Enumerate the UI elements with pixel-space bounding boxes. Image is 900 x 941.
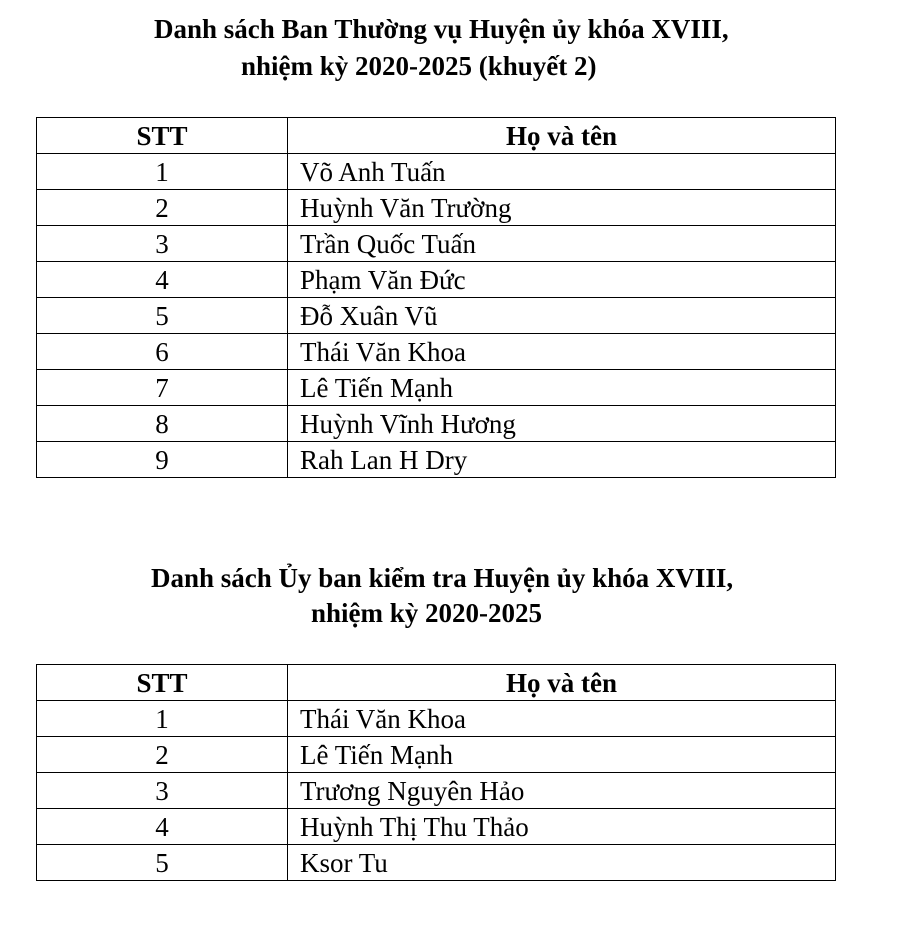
table-row <box>37 334 836 370</box>
table-row <box>37 262 836 298</box>
row-number: 5 <box>37 298 288 334</box>
column-header-name: Họ và tên <box>288 118 836 154</box>
row-number: 4 <box>37 262 288 298</box>
member-name: Trương Nguyên Hảo <box>288 773 836 809</box>
table-row <box>37 773 836 809</box>
row-number: 2 <box>37 737 288 773</box>
table-row <box>37 406 836 442</box>
table-row <box>37 154 836 190</box>
member-name: Lê Tiến Mạnh <box>288 737 836 773</box>
standing-committee-table <box>36 117 836 478</box>
row-number: 8 <box>37 406 288 442</box>
row-number: 9 <box>37 442 288 478</box>
table-row <box>37 190 836 226</box>
member-name: Lê Tiến Mạnh <box>288 370 836 406</box>
row-number: 1 <box>37 154 288 190</box>
section1-title-line2: nhiệm kỳ 2020-2025 (khuyết 2) <box>241 51 597 81</box>
row-number: 7 <box>37 370 288 406</box>
column-header-stt: STT <box>37 118 288 154</box>
table-row <box>37 701 836 737</box>
table-row <box>37 370 836 406</box>
table-row <box>37 442 836 478</box>
row-number: 6 <box>37 334 288 370</box>
table-row <box>37 298 836 334</box>
member-name: Thái Văn Khoa <box>288 701 836 737</box>
member-name: Thái Văn Khoa <box>288 334 836 370</box>
table-row <box>37 737 836 773</box>
member-name: Huỳnh Vĩnh Hương <box>288 406 836 442</box>
table-row <box>37 845 836 881</box>
column-header-name: Họ và tên <box>288 665 836 701</box>
table-header-row <box>37 665 836 701</box>
inspection-committee-table <box>36 664 836 881</box>
member-name: Phạm Văn Đức <box>288 262 836 298</box>
section2-title-line2: nhiệm kỳ 2020-2025 <box>311 598 543 628</box>
row-number: 2 <box>37 190 288 226</box>
table-header-row <box>37 118 836 154</box>
section2-title-line1: Danh sách Ủy ban kiểm tra Huyện ủy khóa XVIII, <box>151 563 734 593</box>
row-number: 3 <box>37 226 288 262</box>
row-number: 4 <box>37 809 288 845</box>
member-name: Trần Quốc Tuấn <box>288 226 836 262</box>
member-name: Huỳnh Văn Trường <box>288 190 836 226</box>
row-number: 5 <box>37 845 288 881</box>
member-name: Ksor Tu <box>288 845 836 881</box>
row-number: 1 <box>37 701 288 737</box>
section1-title-line1: Danh sách Ban Thường vụ Huyện ủy khóa XVIII, <box>154 14 729 44</box>
table-row <box>37 226 836 262</box>
member-name: Võ Anh Tuấn <box>288 154 836 190</box>
row-number: 3 <box>37 773 288 809</box>
table-row <box>37 809 836 845</box>
member-name: Rah Lan H Dry <box>288 442 836 478</box>
member-name: Đỗ Xuân Vũ <box>288 298 836 334</box>
column-header-stt: STT <box>37 665 288 701</box>
member-name: Huỳnh Thị Thu Thảo <box>288 809 836 845</box>
